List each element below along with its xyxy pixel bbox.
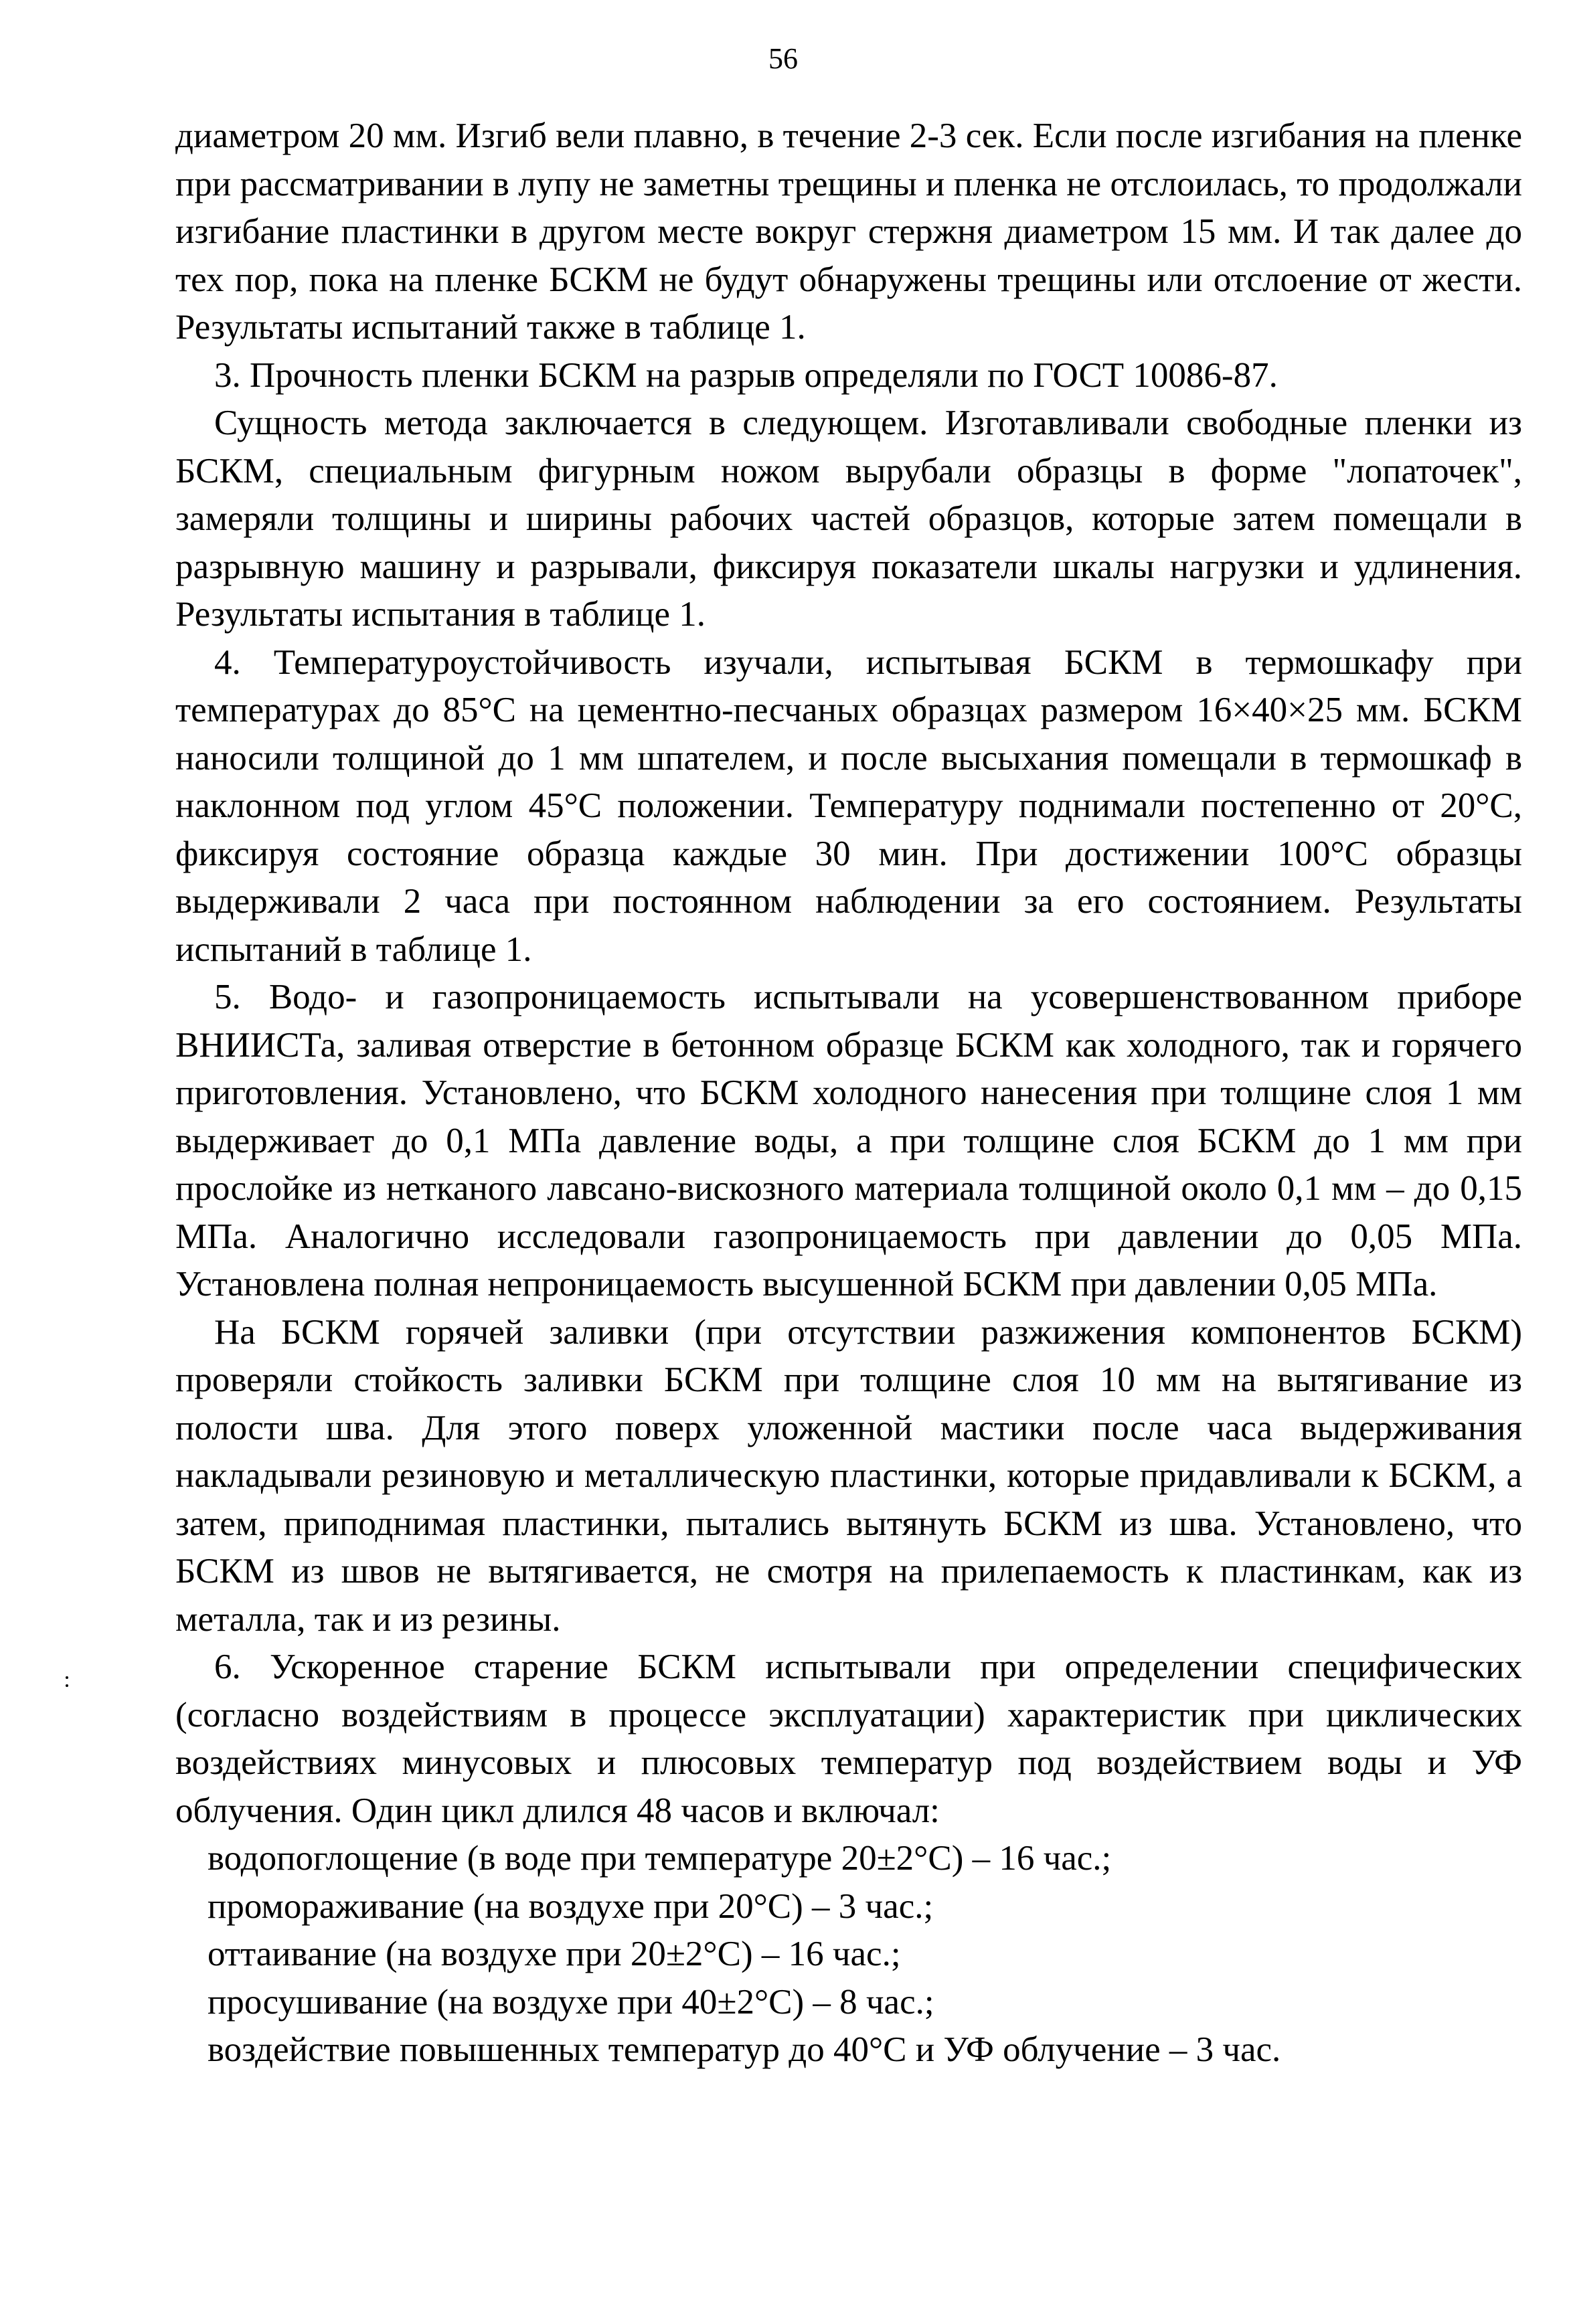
list-item: промораживание (на воздухе при 20°С) – 3 час.; [208,1886,934,1926]
list-item: водопоглощение (в воде при температуре 20±2°С) – 16 час.; [208,1839,1112,1878]
list-item: просушивание (на воздухе при 40±2°С) – 8 час.; [208,1982,934,2022]
list-item: воздействие повышенных температур до 40°С и УФ облучение – 3 час. [208,2030,1281,2069]
paragraph-tensile-strength-heading: 3. Прочность пленки БСКМ на разрыв определяли по ГОСТ 10086-87. [214,355,1278,395]
paragraph-heat-resistance: 4. Температуроустойчивость изучали, испытывая БСКМ в термошкафу при температурах до 85°С на цементно-песчаных образцах размером 16×40×25 мм. БСКМ наносили толщиной до 1 мм шпателем, и после высыхания помещали в термошкаф в наклонном под углом 45°С положении. Температуру поднимали постепенно от 20°С, фиксируя состояние образца каждые 30 мин. При достижении 100°С образцы выдерживали 2 часа при постоянном наблюдении за его состоянием. Результаты испытаний в таблице 1. [175,642,1522,969]
page-number: 56 [768,42,798,75]
paragraph-tensile-method: Сущность метода заключается в следующем. Изготавливали свободные пленки из БСКМ, специальным фигурным ножом вырубали образцы в форме "лопаточек", замеряли толщины и ширины рабочих частей образцов, которые затем помещали в разрывную машину и разрывали, фиксируя показатели шкалы нагрузки и удлинения. Результаты испытания в таблице 1. [175,404,1522,634]
aging-cycle-list [175,1835,1522,2074]
list-item: оттаивание (на воздухе при 20±2°С) – 16 час.; [208,1935,901,1973]
margin-mark [64,1676,70,1696]
paragraph-bend-test-continuation: диаметром 20 мм. Изгиб вели плавно, в течение 2-3 сек. Если после изгибания на пленке при рассматривании в лупу не заметны трещины и пленка не отслоилась, то продолжали изгибание пластинки в другом месте вокруг стержня диаметром 15 мм. И так далее до тех пор, пока на пленке БСКМ не будут обнаружены трещины или отслоение от жести. Результаты испытаний также в таблице 1. [175,116,1522,347]
body-text [175,112,1522,2074]
paragraph-water-gas-permeability: 5. Водо- и газопроницаемость испытывали на усовершенствованном приборе ВНИИСТа, заливая отверстие в бетонном образце БСКМ как холодного, так и горячего приготовления. Установлено, что БСКМ холодного нанесения при толщине слоя 1 мм выдерживает до 0,1 МПа давление воды, а при толщине слоя БСКМ до 1 мм при прослойке из нетканого лавсано-вискозного материала толщиной около 0,1 мм – до 0,15 МПа. Аналогично исследовали газопроницаемость при давлении до 0,05 МПа. Установлена полная непроницаемость высушенной БСКМ при давлении 0,05 МПа. [175,978,1522,1304]
paragraph-hot-pour-pullout: На БСКМ горячей заливки (при отсутствии разжижения компонентов БСКМ) проверяли стойкость заливки БСКМ при толщине слоя 10 мм на вытягивание из полости шва. Для этого поверх уложенной мастики после часа выдерживания накладывали резиновую и металлическую пластинки, которые придавливали к БСКМ, а затем, приподнимая пластинки, пытались вытянуть БСКМ из шва. Установлено, что БСКМ из швов не вытягивается, не смотря на прилепаемость к пластинкам, как из металла, так и из резины. [175,1312,1522,1639]
paragraph-accelerated-aging: 6. Ускоренное старение БСКМ испытывали при определении специфических (согласно воздействиям в процессе эксплуатации) характеристик при циклических воздействиях минусовых и плюсовых температур под воздействием воды и УФ облучения. Один цикл длился 48 часов и включал: [175,1647,1522,1830]
